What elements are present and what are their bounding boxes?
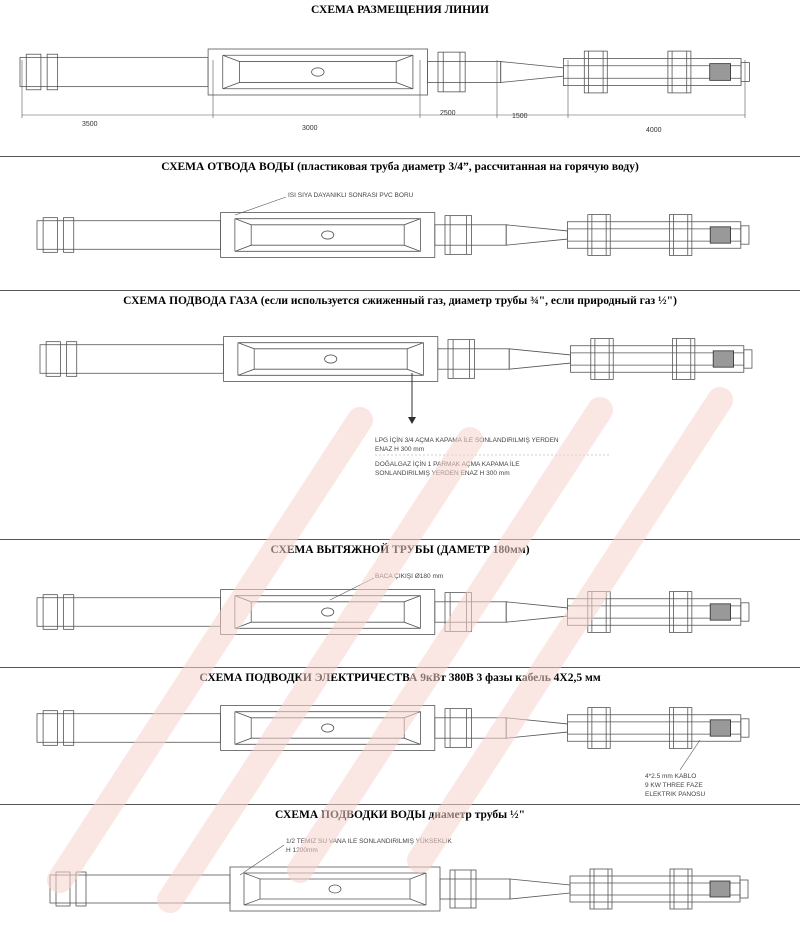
oven-bevel-bottom <box>238 369 424 375</box>
callout-label: LPG İÇİN 3/4 AÇMA KAPAMA İLE SONLANDIRILMIŞ YERDEN <box>375 437 559 444</box>
panel-line-layout <box>0 0 800 157</box>
arrow-head <box>408 417 416 424</box>
machine-assembly <box>50 867 748 911</box>
taper-cone <box>510 879 570 899</box>
entry-flange <box>26 54 41 90</box>
middle-stand <box>438 52 465 92</box>
exit-cap <box>741 603 749 621</box>
panel-title: СХЕМА ВЫТЯЖНОЙ ТРУБЫ (ДАМЕТР 180мм) <box>270 544 530 556</box>
oven-port <box>329 885 341 893</box>
oven-bevel-bottom <box>235 245 421 251</box>
taper-cone <box>509 349 570 369</box>
middle-tube <box>438 349 509 369</box>
oven-body <box>230 867 440 911</box>
exit-cap <box>741 719 749 737</box>
cooling-grill <box>710 881 730 897</box>
oven-bevel-top <box>235 712 421 718</box>
dim-label: 1500 <box>512 113 528 120</box>
oven-port <box>312 68 325 76</box>
callout-label: 1/2 TEMIZ SU VANA ILE SONLANDIRILMIŞ YÜKSEKLIK <box>286 838 452 845</box>
cooling-stand <box>669 592 691 633</box>
taper-cone <box>506 602 567 622</box>
panel-water-drain <box>0 157 800 291</box>
cooling-stand <box>670 869 692 909</box>
middle-tube <box>428 62 501 83</box>
cooling-stand <box>584 51 607 93</box>
taper-cone <box>501 62 564 83</box>
machine-assembly <box>37 590 749 635</box>
middle-tube <box>435 602 506 622</box>
oven-bevel-top <box>235 219 421 225</box>
oven-bevel-top <box>235 596 421 602</box>
panel-water-supply <box>0 805 800 942</box>
entry-tube <box>50 875 230 903</box>
machine-diagram <box>0 291 800 540</box>
taper-cone <box>506 718 567 738</box>
cooling-grill <box>710 227 730 243</box>
cooling-grill <box>710 720 730 736</box>
panel-gas-supply <box>0 291 800 540</box>
cooling-stand <box>588 215 610 256</box>
callout-label: ISI SIYA DAYANIKLI SONRASI PVC BORU <box>288 192 414 199</box>
entry-tube <box>40 345 224 374</box>
entry-clamp <box>76 872 86 906</box>
oven-port <box>322 724 334 732</box>
panel-title: СХЕМА ПОДВОДА ГАЗА (если используется сжиженный газ, диаметр трубы ¾", если природный газ ½") <box>123 295 677 307</box>
oven-body <box>208 49 427 95</box>
entry-flange <box>43 595 57 630</box>
exit-cap <box>741 226 749 244</box>
entry-tube <box>37 598 221 627</box>
entry-clamp <box>67 342 77 377</box>
cooling-stand <box>590 869 612 909</box>
callout-leader <box>330 578 374 600</box>
callout-label: ELEKTRIK PANOSU <box>645 791 706 798</box>
machine-diagram <box>0 157 800 291</box>
oven-port <box>322 231 334 239</box>
callout-leader <box>240 845 284 875</box>
panel-electric-supply <box>0 668 800 805</box>
cooling-grill <box>713 351 733 367</box>
middle-tube <box>440 879 510 899</box>
panel-title: СХЕМА ПОДВОДКИ ЭЛЕКТРИЧЕСТВА 9кВт 380В 3 фазы кабель 4Х2,5 мм <box>199 672 601 684</box>
middle-stand <box>450 870 476 908</box>
oven-body <box>221 706 435 751</box>
cooling-stand <box>591 339 613 380</box>
panel-title: СХЕМА ОТВОДА ВОДЫ (пластиковая труба диаметр 3/4”, рассчитанная на горячую воду) <box>161 161 639 173</box>
entry-clamp <box>64 218 74 253</box>
middle-tube <box>435 225 506 245</box>
callout-label: BACA ÇIKIŞI Ø180 mm <box>375 573 444 580</box>
middle-tube <box>435 718 506 738</box>
callout-label: H 1200mm <box>286 847 318 854</box>
oven-bevel-top <box>223 55 413 61</box>
oven-bevel-bottom <box>235 738 421 744</box>
middle-stand <box>445 216 472 255</box>
callout-label: 9 KW THREE FAZE <box>645 782 703 789</box>
oven-bevel-bottom <box>223 82 413 88</box>
panel-exhaust-pipe <box>0 540 800 668</box>
cooling-stand <box>588 708 610 749</box>
cooling-stand <box>669 215 691 256</box>
entry-clamp <box>64 595 74 630</box>
oven-body <box>224 337 438 382</box>
panel-title: СХЕМА ПОДВОДКИ ВОДЫ диаметр трубы ½" <box>275 809 525 821</box>
callout-leader <box>680 740 700 770</box>
machine-assembly <box>37 706 749 751</box>
panel-title: СХЕМА РАЗМЕЩЕНИЯ ЛИНИИ <box>311 4 489 16</box>
entry-flange <box>56 872 70 906</box>
entry-flange <box>43 711 57 746</box>
entry-tube <box>20 57 208 86</box>
cooling-stand <box>668 51 691 93</box>
middle-stand <box>445 709 472 748</box>
cooling-grill <box>710 64 731 81</box>
oven-bevel-top <box>244 873 426 879</box>
entry-flange <box>43 218 57 253</box>
callout-label: ENAZ H 300 mm <box>375 446 425 453</box>
oven-port <box>325 355 337 363</box>
dim-label: 4000 <box>646 127 662 134</box>
machine-diagram <box>0 0 800 157</box>
entry-tube <box>37 714 221 743</box>
entry-tube <box>37 221 221 250</box>
entry-clamp <box>64 711 74 746</box>
taper-cone <box>506 225 567 245</box>
exit-cap <box>744 350 752 368</box>
dim-label: 2500 <box>440 110 456 117</box>
callout-label: SONLANDIRILMIŞ YERDEN ENAZ H 300 mm <box>375 470 510 477</box>
oven-port <box>322 608 334 616</box>
cooling-stand <box>588 592 610 633</box>
cooling-grill <box>710 604 730 620</box>
machine-assembly <box>40 337 752 382</box>
oven-bevel-bottom <box>244 899 426 905</box>
dim-label: 3500 <box>82 121 98 128</box>
callout-label: 4*2.5 mm KABLO <box>645 773 697 780</box>
machine-assembly <box>20 49 749 95</box>
machine-assembly <box>37 213 749 258</box>
oven-bevel-top <box>238 343 424 349</box>
oven-bevel-bottom <box>235 622 421 628</box>
oven-body <box>221 590 435 635</box>
callout-label: DOĞALGAZ İÇİN 1 PARMAK AÇMA KAPAMA İLE <box>375 461 520 468</box>
cooling-stand <box>672 339 694 380</box>
entry-flange <box>46 342 60 377</box>
cooling-stand <box>669 708 691 749</box>
middle-stand <box>445 593 472 632</box>
exit-cap <box>740 880 748 898</box>
machine-diagram <box>0 805 800 942</box>
dim-label: 3000 <box>302 125 318 132</box>
machine-diagram <box>0 540 800 668</box>
oven-body <box>221 213 435 258</box>
entry-clamp <box>47 54 57 90</box>
middle-stand <box>448 340 475 379</box>
